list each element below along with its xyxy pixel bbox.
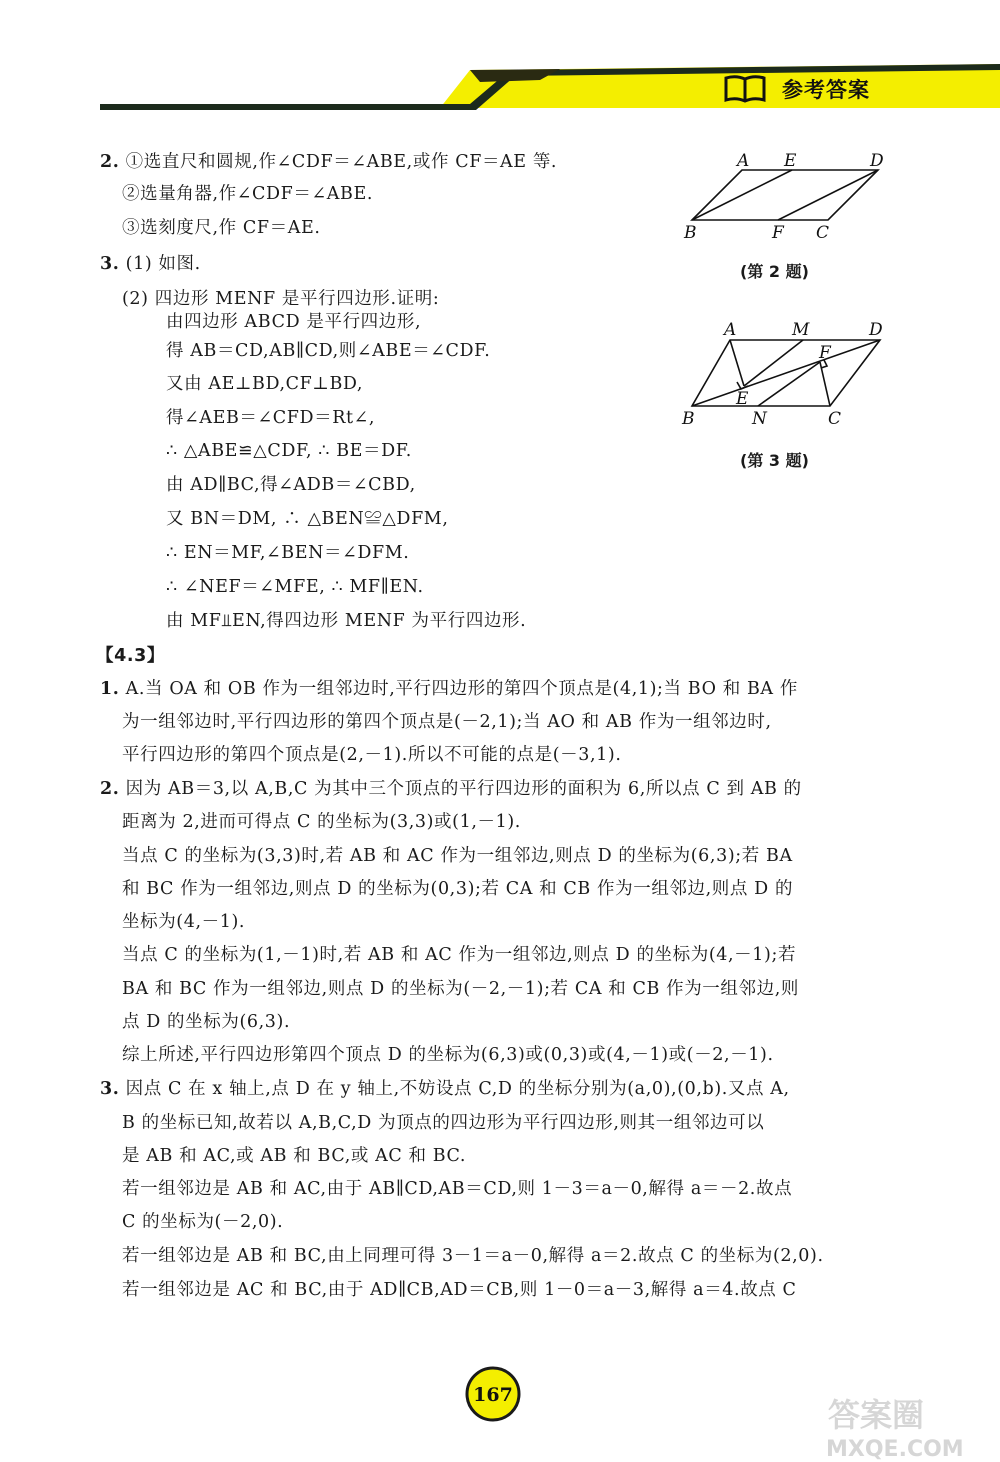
answer-line: 1. A.当 OA 和 OB 作为一组邻边时,平行四边形的第四个顶点是(4,1);当 BO 和 BA 作 — [100, 679, 798, 699]
answer-line: 2. 因为 AB＝3,以 A,B,C 为其中三个顶点的平行四边形的面积为 6,所以点 C 到 AB 的 — [100, 779, 802, 799]
answer-line: 又 BN＝DM, ∴ △BEN≌△DFM, — [166, 509, 449, 529]
answer-line: 由四边形 ABCD 是平行四边形, — [166, 312, 422, 332]
answer-line: ②选量角器,作∠CDF＝∠ABE. — [122, 184, 373, 204]
answer-line: ∴ △ABE≌△CDF, ∴ BE＝DF. — [166, 441, 412, 461]
label-C: C — [816, 223, 830, 243]
header-title: 参考答案 — [782, 77, 870, 102]
label-A: A — [724, 320, 737, 340]
answer-line: 又由 AE⊥BD,CF⊥BD, — [166, 374, 364, 394]
answer-line: 3. 因点 C 在 x 轴上,点 D 在 y 轴上,不妨设点 C,D 的坐标分别为(a,0),(0,b).又点 A, — [100, 1079, 790, 1099]
answer-line: 由 AD∥BC,得∠ADB＝∠CBD, — [166, 475, 416, 495]
header-band — [0, 0, 1000, 140]
answer-line: 平行四边形的第四个顶点是(2,－1).所以不可能的点是(－3,1). — [122, 745, 622, 765]
answer-line: 得∠AEB＝∠CFD＝Rt∠, — [166, 408, 376, 428]
answer-line: C 的坐标为(－2,0). — [122, 1212, 284, 1232]
answer-line: 综上所述,平行四边形第四个顶点 D 的坐标为(6,3)或(0,3)或(4,－1)或(－2,－1). — [122, 1045, 774, 1065]
label-M: M — [792, 320, 810, 340]
label-F: F — [819, 343, 831, 363]
item-number: 2. — [100, 152, 120, 172]
figure-question-2 — [680, 146, 910, 246]
label-N: N — [752, 409, 767, 429]
answer-line: (2) 四边形 MENF 是平行四边形.证明: — [122, 289, 440, 309]
answer-line: ∴ EN＝MF,∠BEN＝∠DFM. — [166, 543, 410, 563]
svg-text:答案圈: 答案圈 — [828, 1396, 925, 1434]
item-number: 3. — [100, 254, 120, 274]
answer-line: 当点 C 的坐标为(3,3)时,若 AB 和 AC 作为一组邻边,则点 D 的坐标为(6,3);若 BA — [122, 846, 793, 866]
answer-line: 若一组邻边是 AC 和 BC,由于 AD∥CB,AD＝CB,则 1－0＝a－3,解得 a＝4.故点 C — [122, 1280, 797, 1300]
label-D: D — [870, 151, 884, 171]
section-heading: 【4.3】 — [96, 646, 166, 666]
answer-line: 当点 C 的坐标为(1,－1)时,若 AB 和 AC 作为一组邻边,则点 D 的坐标为(4,－1);若 — [122, 945, 797, 965]
answer-line: ③选刻度尺,作 CF＝AE. — [122, 218, 321, 238]
answer-line: 若一组邻边是 AB 和 BC,由上同理可得 3－1＝a－0,解得 a＝2.故点 C 的坐标为(2,0). — [122, 1246, 824, 1266]
label-E: E — [784, 151, 797, 171]
answer-line: 3. (1) 如图. — [100, 254, 201, 274]
open-book-icon — [722, 74, 768, 104]
item-number: 2. — [100, 779, 120, 799]
answer-line: 点 D 的坐标为(6,3). — [122, 1012, 291, 1032]
svg-text:MXQE.COM: MXQE.COM — [826, 1437, 964, 1462]
label-E: E — [736, 389, 749, 409]
label-F: F — [772, 223, 784, 243]
label-D: D — [869, 320, 883, 340]
page-number-badge — [463, 1364, 523, 1424]
item-number: 1. — [100, 679, 120, 699]
answer-line: B 的坐标已知,故若以 A,B,C,D 为顶点的四边形为平行四边形,则其一组邻边可以 — [122, 1113, 765, 1133]
answer-line: 距离为 2,进而可得点 C 的坐标为(3,3)或(1,－1). — [122, 812, 521, 832]
figure-question-3 — [678, 314, 908, 434]
figure-3-caption: (第 3 题) — [740, 451, 809, 470]
answer-line: 和 BC 作为一组邻边,则点 D 的坐标为(0,3);若 CA 和 CB 作为一组邻边,则点 D 的 — [122, 879, 794, 899]
label-B: B — [684, 223, 697, 243]
label-A: A — [737, 151, 750, 171]
answer-line: 为一组邻边时,平行四边形的第四个顶点是(－2,1);当 AO 和 AB 作为一组邻边时, — [122, 712, 772, 732]
answer-line: 若一组邻边是 AB 和 AC,由于 AB∥CD,AB＝CD,则 1－3＝a－0,解得 a＝－2.故点 — [122, 1179, 793, 1199]
answer-line: 2. ①选直尺和圆规,作∠CDF＝∠ABE,或作 CF＝AE 等. — [100, 152, 558, 172]
figure-2-caption: (第 2 题) — [740, 262, 809, 281]
item-number: 3. — [100, 1079, 120, 1099]
answer-line: 得 AB＝CD,AB∥CD,则∠ABE＝∠CDF. — [166, 341, 491, 361]
answer-line: BA 和 BC 作为一组邻边,则点 D 的坐标为(－2,－1);若 CA 和 CB 作为一组邻边,则 — [122, 979, 799, 999]
watermark-logo — [820, 1388, 1000, 1462]
answer-line: 由 MF⫫EN,得四边形 MENF 为平行四边形. — [166, 611, 527, 631]
answer-line: 坐标为(4,－1). — [122, 912, 246, 932]
page-number: 167 — [473, 1384, 513, 1406]
answer-line: 是 AB 和 AC,或 AB 和 BC,或 AC 和 BC. — [122, 1146, 467, 1166]
answer-line: ∴ ∠NEF＝∠MFE, ∴ MF∥EN. — [166, 577, 424, 597]
label-B: B — [682, 409, 695, 429]
label-C: C — [828, 409, 842, 429]
